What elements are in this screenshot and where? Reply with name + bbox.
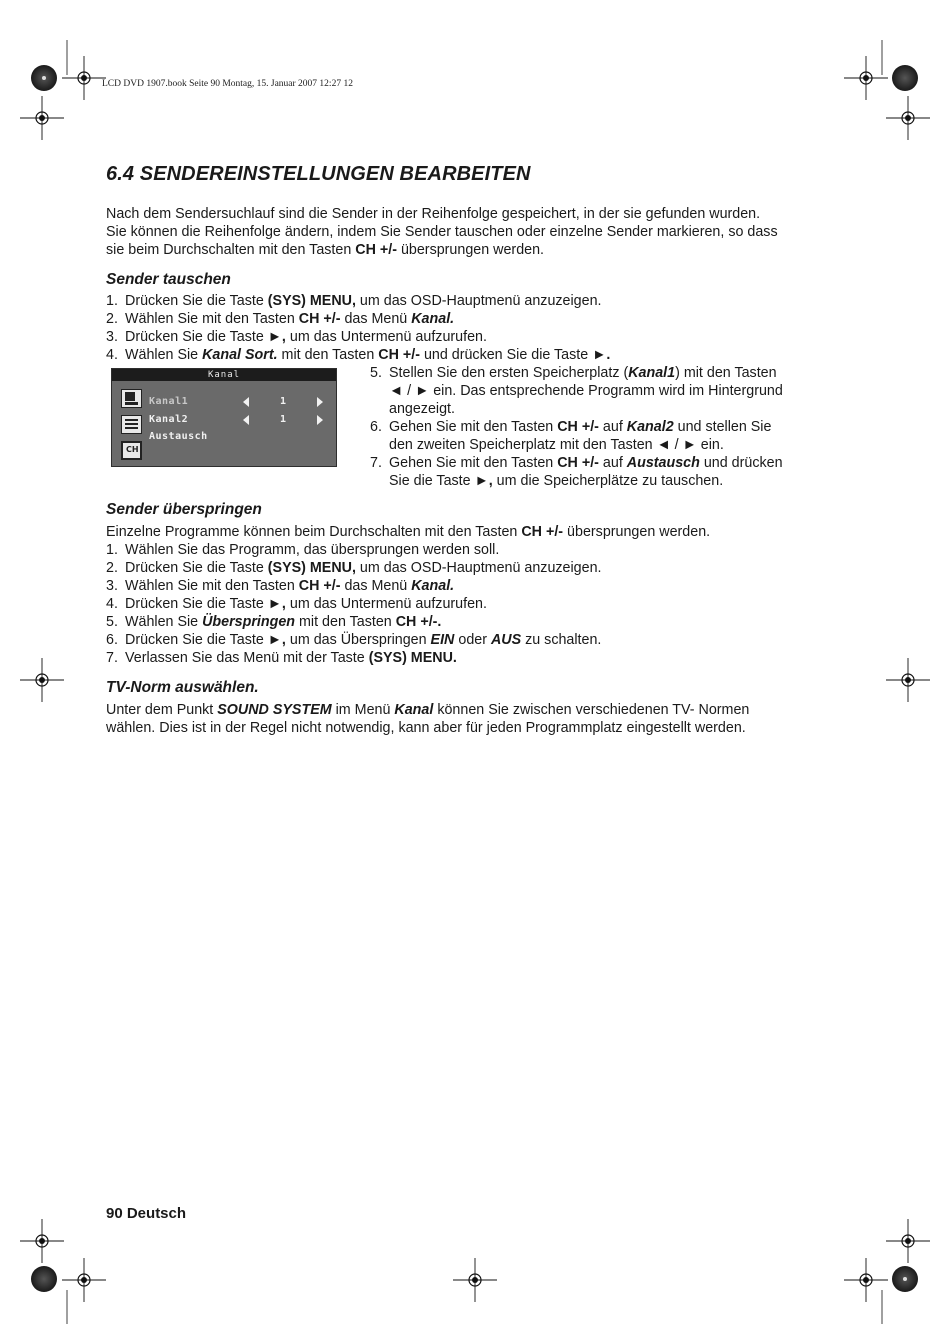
list-item: 6. Drücken Sie die Taste ►, um das Überspringen EIN oder AUS zu schalten. <box>106 632 602 648</box>
list-item: 7. Verlassen Sie das Menü mit der Taste (SYS) MENU. <box>106 650 457 666</box>
list-item: 5. Wählen Sie Überspringen mit den Tasten CH +/-. <box>106 614 442 630</box>
section-title: 6.4 SENDEREINSTELLUNGEN BEARBEITEN <box>106 163 531 185</box>
list-item: 2. Drücken Sie die Taste (SYS) MENU, um das OSD-Hauptmenü anzuzeigen. <box>106 560 602 576</box>
left-arrow-icon <box>243 397 249 407</box>
left-arrow-icon <box>243 415 249 425</box>
ueberspringen-section <box>106 523 826 667</box>
print-header-line: LCD DVD 1907.book Seite 90 Montag, 15. Januar 2007 12:27 12 <box>102 79 353 89</box>
list-item: 2. Wählen Sie mit den Tasten CH +/- das Menü Kanal. <box>106 311 455 327</box>
list-item: 4. Wählen Sie Kanal Sort. mit den Tasten CH +/- und drücken Sie die Taste ►. <box>106 347 611 363</box>
picture-menu-icon <box>121 389 142 408</box>
list-item: 5. Stellen Sie den ersten Speicherplatz (Kanal1) mit den Tasten ◄ / ► ein. Das entsprechende Programm wird im Hintergrund angezeigt. <box>370 365 783 417</box>
intro-paragraph <box>106 205 826 259</box>
osd-row-value: 1 <box>280 414 287 425</box>
page-number-footer: 90 Deutsch <box>106 1205 187 1222</box>
list-item: 1. Wählen Sie das Programm, das übersprungen werden soll. <box>106 542 500 558</box>
osd-row-label: Austausch <box>149 431 208 442</box>
heading-sender-tauschen: Sender tauschen <box>106 271 231 288</box>
osd-title: Kanal <box>112 369 336 381</box>
osd-row-value: 1 <box>280 396 287 407</box>
right-arrow-icon <box>317 397 323 407</box>
tauschen-steps <box>106 292 826 364</box>
list-item: 4. Drücken Sie die Taste ►, um das Untermenü aufzurufen. <box>106 596 487 612</box>
channel-menu-icon: CH <box>121 441 142 460</box>
settings-menu-icon <box>121 415 142 434</box>
ueberspringen-intro: Einzelne Programme können beim Durchschalten mit den Tasten CH +/- übersprungen werden. <box>106 524 711 540</box>
right-arrow-icon <box>317 415 323 425</box>
tv-norm-paragraph <box>106 701 826 737</box>
heading-tv-norm: TV-Norm auswählen. <box>106 679 259 696</box>
list-item: 7. Gehen Sie mit den Tasten CH +/- auf Austausch und drücken Sie die Taste ►, um die Speicherplätze zu tauschen. <box>370 455 783 489</box>
osd-row-label: Kanal2 <box>149 414 189 425</box>
list-item: 3. Drücken Sie die Taste ►, um das Untermenü aufzurufen. <box>106 329 487 345</box>
tv-norm-line: Unter dem Punkt SOUND SYSTEM im Menü Kanal können Sie zwischen verschiedenen TV- Normen <box>106 702 750 718</box>
osd-row-label: Kanal1 <box>149 396 189 407</box>
intro-line: Nach dem Sendersuchlauf sind die Sender in der Reihenfolge gespeichert, in der sie gefunden wurden. <box>106 206 761 222</box>
heading-sender-ueberspringen: Sender überspringen <box>106 501 262 518</box>
intro-line: Sie können die Reihenfolge ändern, indem Sie Sender tauschen oder einzelne Sender markieren, so dass <box>106 224 778 240</box>
list-item: 3. Wählen Sie mit den Tasten CH +/- das Menü Kanal. <box>106 578 455 594</box>
list-item: 6. Gehen Sie mit den Tasten CH +/- auf Kanal2 und stellen Sie den zweiten Speicherplatz mit den Tasten ◄ / ► ein. <box>370 419 772 453</box>
osd-menu-screenshot <box>111 368 337 467</box>
list-item: 1. Drücken Sie die Taste (SYS) MENU, um das OSD-Hauptmenü anzuzeigen. <box>106 293 602 309</box>
intro-line: sie beim Durchschalten mit den Tasten CH +/- übersprungen werden. <box>106 242 545 258</box>
tauschen-steps-continued <box>370 364 820 490</box>
tv-norm-line: wählen. Dies ist in der Regel nicht notwendig, kann aber für jeden Programmplatz eingestellt werden. <box>106 720 746 736</box>
